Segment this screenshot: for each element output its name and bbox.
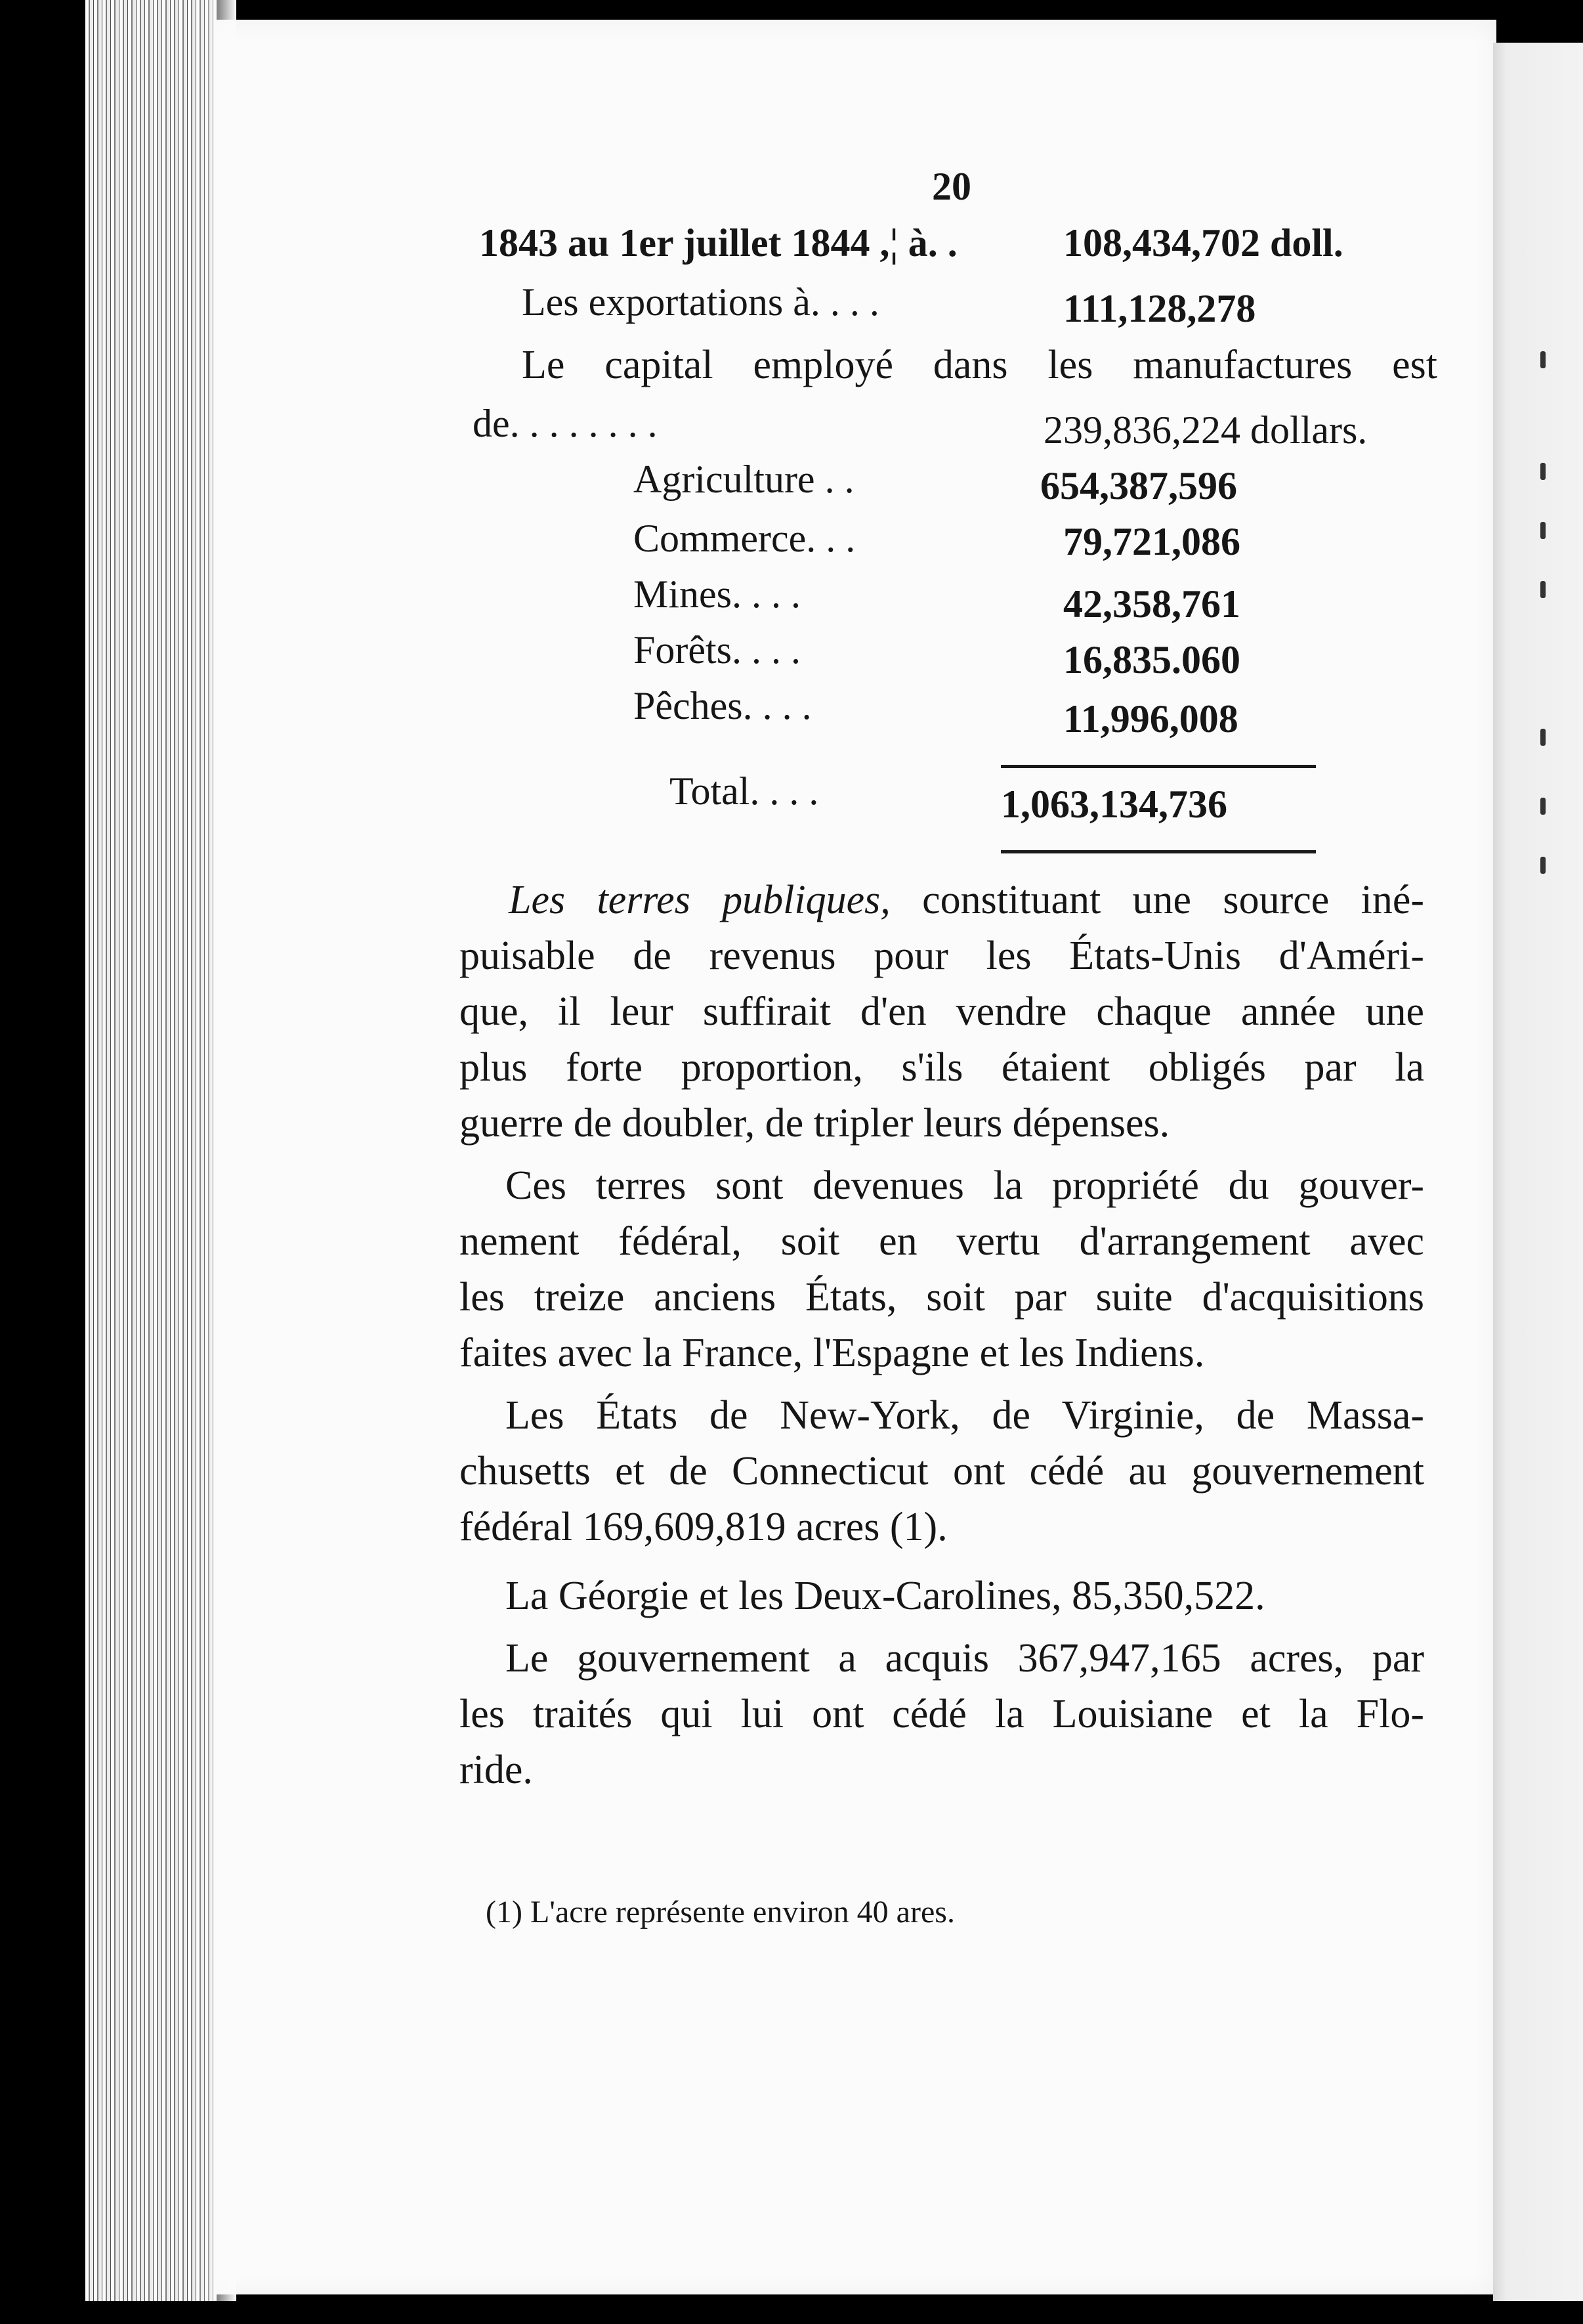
scan-bottom-border bbox=[0, 2301, 1583, 2324]
edge-mark bbox=[1540, 857, 1546, 874]
table-row-value: 654,387,596 bbox=[1040, 464, 1237, 507]
binding-shadow bbox=[197, 0, 236, 2324]
line-2-value: 111,128,278 bbox=[1063, 287, 1256, 330]
paragraph-1-line-3: que, il leur suffirait d'en vendre chaque année une bbox=[459, 989, 1424, 1034]
total-rule-bottom bbox=[1001, 850, 1316, 853]
next-page-edge bbox=[1493, 43, 1583, 2301]
table-row-value: 16,835.060 bbox=[1063, 638, 1240, 681]
paragraph-1-line-1-rest: constituant une source iné- bbox=[922, 878, 1424, 922]
line-4-value: 239,836,224 dollars. bbox=[1044, 408, 1368, 452]
paragraph-1-line-1 bbox=[509, 880, 1424, 920]
total-rule-top bbox=[1001, 765, 1316, 768]
edge-mark bbox=[1540, 522, 1546, 539]
paragraph-2-line-1: Ces terres sont devenues la propriété du gouver- bbox=[505, 1163, 1424, 1208]
paragraph-3-line-3: fédéral 169,609,819 acres (1). bbox=[459, 1505, 948, 1549]
paragraph-1-line-2: puisable de revenus pour les États-Unis d'Améri- bbox=[459, 934, 1424, 978]
paragraph-1-line-5: guerre de doubler, de tripler leurs dépenses. bbox=[459, 1101, 1170, 1146]
footnote: (1) L'acre représente environ 40 ares. bbox=[486, 1895, 955, 1929]
italic-phrase: Les terres publiques, bbox=[509, 878, 891, 922]
edge-mark bbox=[1540, 798, 1546, 815]
edge-mark bbox=[1540, 581, 1546, 598]
edge-mark bbox=[1540, 729, 1546, 746]
paragraph-5-line-3: ride. bbox=[459, 1748, 533, 1792]
table-row-label: Pêches. . . . bbox=[633, 684, 812, 727]
paragraph-3-line-1: Les États de New-York, de Virginie, de Massa- bbox=[505, 1393, 1424, 1438]
total-value: 1,063,134,736 bbox=[1001, 783, 1227, 826]
total-label: Total. . . . bbox=[669, 769, 819, 813]
table-row-value: 11,996,008 bbox=[1063, 697, 1238, 741]
paragraph-5-line-1: Le gouvernement a acquis 367,947,165 acres, par bbox=[505, 1636, 1424, 1681]
paragraph-2-line-4: faites avec la France, l'Espagne et les Indiens. bbox=[459, 1331, 1205, 1375]
line-3: Le capital employé dans les manufactures est bbox=[522, 343, 1437, 387]
line-1-value: 108,434,702 doll. bbox=[1063, 221, 1343, 265]
table-row-label: Commerce. . . bbox=[633, 517, 856, 560]
line-1-label: 1843 au 1er juillet 1844 ,¦ à. . bbox=[479, 221, 958, 265]
edge-mark bbox=[1540, 463, 1546, 480]
line-4-label: de. . . . . . . . bbox=[473, 402, 658, 445]
paragraph-4-line-1: La Géorgie et les Deux-Carolines, 85,350,522. bbox=[505, 1574, 1265, 1618]
paragraph-2-line-2: nement fédéral, soit en vertu d'arrangement avec bbox=[459, 1219, 1424, 1264]
page-number: 20 bbox=[932, 165, 971, 208]
paragraph-5-line-2: les traités qui lui ont cédé la Louisiane et la Flo- bbox=[459, 1692, 1424, 1736]
table-row-value: 42,358,761 bbox=[1063, 582, 1240, 626]
paragraph-3-line-2: chusetts et de Connecticut ont cédé au gouvernement bbox=[459, 1449, 1424, 1494]
table-row-label: Mines. . . . bbox=[633, 572, 801, 616]
table-row-label: Forêts. . . . bbox=[633, 628, 801, 672]
paragraph-1-line-4: plus forte proportion, s'ils étaient obligés par la bbox=[459, 1045, 1424, 1090]
edge-mark bbox=[1540, 351, 1546, 368]
table-row-label: Agriculture . . bbox=[633, 458, 855, 501]
paragraph-2-line-3: les treize anciens États, soit par suite d'acquisitions bbox=[459, 1275, 1424, 1320]
table-row-value: 79,721,086 bbox=[1063, 520, 1240, 563]
line-2-label: Les exportations à. . . . bbox=[522, 280, 879, 324]
